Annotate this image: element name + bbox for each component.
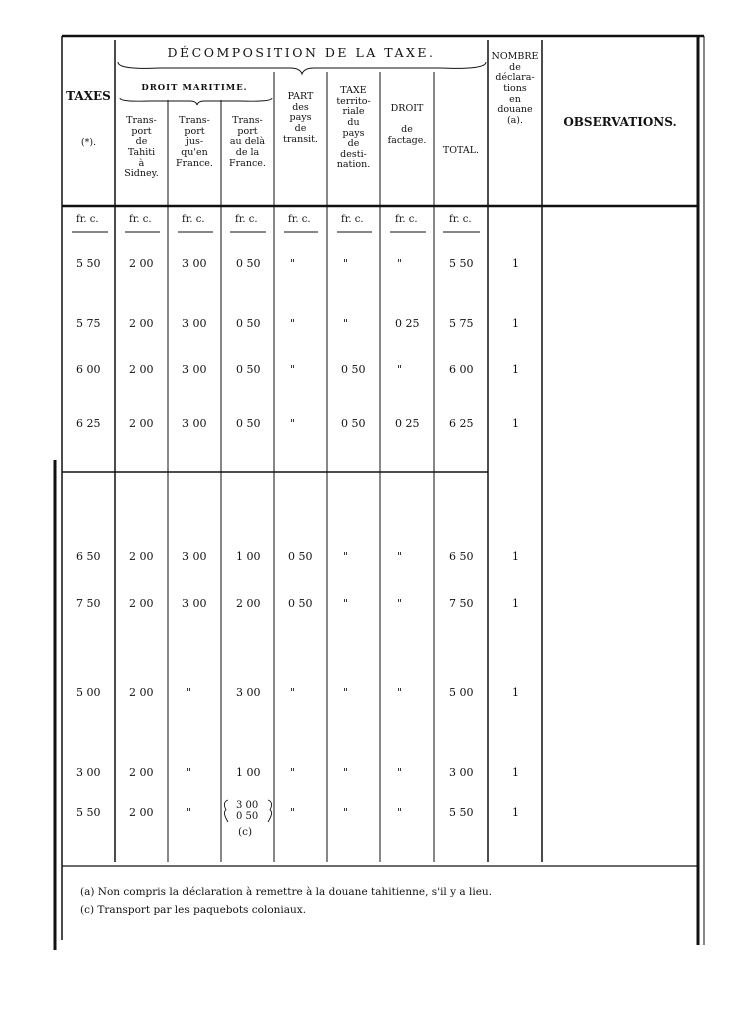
header-col-au-dela-france: Trans- port au delà de la France. (229, 115, 266, 169)
cell-territoriale: " (343, 686, 349, 699)
cell-total: 6 50 (449, 550, 474, 563)
cell-total: 6 25 (449, 417, 474, 430)
cell-total: 6 00 (449, 363, 474, 376)
cell-audela: 1 00 (236, 766, 261, 779)
header-decomposition-title: DÉCOMPOSITION DE LA TAXE. (167, 45, 436, 60)
cell-france: 3 00 (182, 257, 207, 270)
header-col-observations: OBSERVATIONS. (563, 115, 677, 129)
cell-audela: 3 00 (236, 800, 259, 811)
cell-nombre: 1 (512, 806, 519, 819)
cell-taxe: 5 50 (76, 257, 101, 270)
cell-france: 3 00 (182, 550, 207, 563)
cell-nombre: 1 (512, 597, 519, 610)
unit-label: fr. c. (182, 214, 205, 225)
cell-total: 5 00 (449, 686, 474, 699)
cell-transit: " (290, 317, 296, 330)
cell-total: 5 50 (449, 806, 474, 819)
header-col-total: TOTAL. (442, 145, 480, 156)
cell-audela: 3 00 (236, 686, 261, 699)
cell-france: 3 00 (182, 363, 207, 376)
cell-tahiti: 2 00 (129, 363, 154, 376)
cell-territoriale: " (343, 597, 349, 610)
cell-audela: 2 00 (236, 597, 261, 610)
cell-nombre: 1 (512, 363, 519, 376)
cell-factage: 0 25 (395, 317, 420, 330)
cell-france: 3 00 (182, 597, 207, 610)
cell-nombre: 1 (512, 766, 519, 779)
cell-tahiti: 2 00 (129, 686, 154, 699)
cell-transit: " (290, 806, 296, 819)
cell-factage: 0 25 (395, 417, 420, 430)
cell-taxe: 7 50 (76, 597, 101, 610)
cell-territoriale: " (343, 317, 349, 330)
cell-taxe: 6 50 (76, 550, 101, 563)
cell-factage: " (397, 806, 403, 819)
cell-audela: 0 50 (236, 257, 261, 270)
cell-nombre: 1 (512, 257, 519, 270)
header-col-droit-factage: DROIT de factage. (387, 103, 427, 146)
cell-transit: 0 50 (288, 597, 313, 610)
cell-france: " (186, 806, 192, 819)
cell-transit: " (290, 686, 296, 699)
unit-label: fr. c. (449, 214, 472, 225)
cell-tahiti: 2 00 (129, 806, 154, 819)
footnote-a: (a) Non compris la déclaration à remettre à la douane tahitienne, s'il y a lieu. (80, 886, 493, 898)
cell-audela-note: (c) (238, 826, 253, 838)
cell-total: 3 00 (449, 766, 474, 779)
cell-factage: " (397, 363, 403, 376)
cell-taxe: 6 00 (76, 363, 101, 376)
cell-tahiti: 2 00 (129, 317, 154, 330)
header-taxes: TAXES (66, 89, 111, 103)
header-col-part-transit: PART des pays de transit. (283, 91, 318, 145)
cell-nombre: 1 (512, 550, 519, 563)
cell-factage: " (397, 597, 403, 610)
cell-transit: " (290, 257, 296, 270)
unit-label: fr. c. (129, 214, 152, 225)
unit-label: fr. c. (341, 214, 364, 225)
header-taxes-note: (*). (80, 137, 97, 148)
cell-audela: 0 50 (236, 417, 261, 430)
cell-france: 3 00 (182, 317, 207, 330)
header-col-tahiti-sidney: Trans- port de Tahiti à Sidney. (124, 115, 159, 180)
cell-transit: 0 50 (288, 550, 313, 563)
cell-total: 5 75 (449, 317, 474, 330)
cell-tahiti: 2 00 (129, 597, 154, 610)
cell-taxe: 5 00 (76, 686, 101, 699)
unit-label: fr. c. (76, 214, 99, 225)
header-col-nombre-declarations: NOMBRE de déclara- tions en douane (a). (491, 51, 539, 126)
header-col-jusqu-france: Trans- port jus- qu'en France. (176, 115, 213, 169)
cell-audela: 0 50 (236, 317, 261, 330)
cell-tahiti: 2 00 (129, 257, 154, 270)
cell-factage: " (397, 550, 403, 563)
cell-audela-line2: 0 50 (236, 811, 259, 822)
cell-nombre: 1 (512, 317, 519, 330)
cell-tahiti: 2 00 (129, 417, 154, 430)
cell-transit: " (290, 766, 296, 779)
unit-label: fr. c. (235, 214, 258, 225)
cell-taxe: 3 00 (76, 766, 101, 779)
cell-france: " (186, 766, 192, 779)
cell-audela: 0 50 (236, 363, 261, 376)
footnote-c: (c) Transport par les paquebots coloniaux. (80, 904, 307, 916)
cell-transit: " (290, 363, 296, 376)
cell-factage: " (397, 766, 403, 779)
cell-factage: " (397, 257, 403, 270)
cell-territoriale: 0 50 (341, 363, 366, 376)
cell-audela: 1 00 (236, 550, 261, 563)
cell-territoriale: 0 50 (341, 417, 366, 430)
cell-transit: " (290, 417, 296, 430)
cell-territoriale: " (343, 550, 349, 563)
header-col-taxe-territoriale: TAXE territo- riale du pays de desti- nation. (336, 85, 371, 171)
cell-nombre: 1 (512, 686, 519, 699)
cell-territoriale: " (343, 806, 349, 819)
cell-total: 7 50 (449, 597, 474, 610)
cell-france: " (186, 686, 192, 699)
unit-label: fr. c. (288, 214, 311, 225)
header-droit-maritime: DROIT MARITIME. (141, 83, 248, 93)
cell-territoriale: " (343, 766, 349, 779)
cell-taxe: 5 75 (76, 317, 101, 330)
cell-nombre: 1 (512, 417, 519, 430)
unit-label: fr. c. (395, 214, 418, 225)
cell-territoriale: " (343, 257, 349, 270)
cell-tahiti: 2 00 (129, 550, 154, 563)
cell-tahiti: 2 00 (129, 766, 154, 779)
cell-total: 5 50 (449, 257, 474, 270)
cell-taxe: 5 50 (76, 806, 101, 819)
cell-taxe: 6 25 (76, 417, 101, 430)
cell-france: 3 00 (182, 417, 207, 430)
cell-factage: " (397, 686, 403, 699)
